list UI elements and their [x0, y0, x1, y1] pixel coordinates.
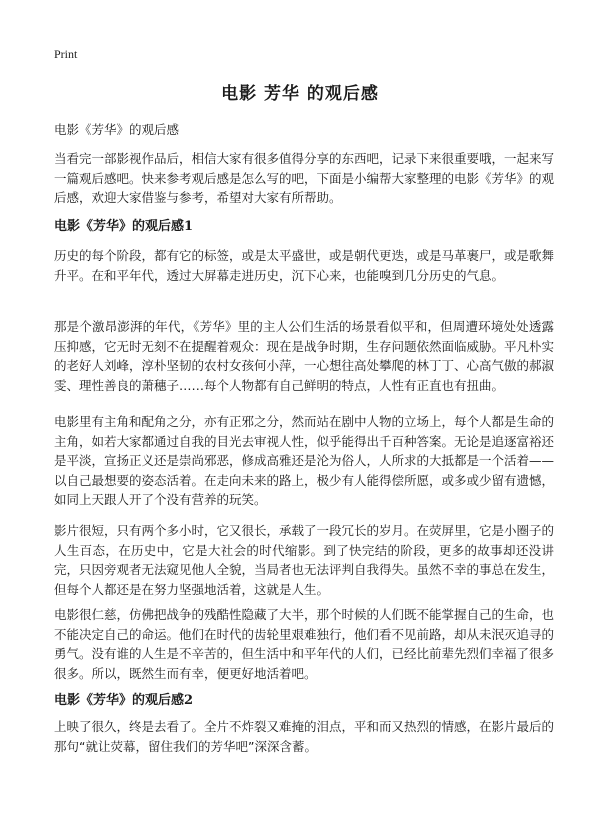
intro-paragraph: 当看完一部影视作品后，相信大家有很多值得分享的东西吧，记录下来很重要哦，一起来写一篇观后感吧。快来参考观后感是怎么写的吧，下面是小编帮大家整理的电影《芳华》的观后感，欢迎大家借鉴与参考，希望对大家有所帮助。 — [54, 151, 555, 205]
print-label[interactable]: Print — [54, 47, 78, 61]
subtitle: 电影《芳华》的观后感 — [54, 122, 180, 137]
section-1-paragraph-1: 历史的每个阶段，都有它的标签，或是太平盛世，或是朝代更迭，或是马革裹尸，或是歌舞升平。在和平年代，透过大屏幕走进历史，沉下心来，也能嗅到几分历史的气息。 — [54, 248, 555, 283]
section-1-paragraph-4: 影片很短，只有两个多小时，它又很长，承载了一段冗长的岁月。在荧屏里，它是小圈子的人生百态，在历史中，它是大社会的时代缩影。到了快完结的阶段，更多的故事却还没讲完，只因旁观者无法窥见他人全貌，当局者也无法评判自我得失。虽然不幸的事总在发生，但每个人都还是在努力坚强地活着，这就是人生。 — [54, 523, 555, 597]
section-1-paragraph-2: 那是个激昂澎湃的年代，《芳华》里的主人公们生活的场景看似平和，但周遭环境处处透露压抑感，它无时无刻不在提醒着观众：现在是战争时期，生存问题依然面临威胁。平凡朴实的老好人刘峰，淳朴坚韧的农村女孩何小萍，一心想往高处攀爬的林丁丁、心高气傲的郝淑雯、理性善良的萧穗子……每个人物都有自己鲜明的特点，人性有正直也有扭曲。 — [54, 319, 555, 393]
page-title: 电影 芳华 的观后感 — [221, 84, 379, 104]
section-1-paragraph-5: 电影很仁慈，仿佛把战争的残酷性隐藏了大半，那个时候的人们既不能掌握自己的生命，也不能决定自己的命运。他们在时代的齿轮里艰难独行，他们看不见前路，却从未泯灭追寻的勇气。没有谁的人生是不辛苦的，但生活中和平年代的人们，已经比前辈先烈们幸福了很多很多。所以，既然生而有幸，便更好地活着吧。 — [54, 607, 555, 681]
section-2-heading: 电影《芳华》的观后感2 — [54, 693, 194, 708]
section-2-paragraph-1: 上映了很久，终是去看了。全片不炸裂又难掩的泪点，平和而又热烈的情感，在影片最后的那句“就让荧幕，留住我们的芳华吧”深深含蓄。 — [54, 719, 555, 754]
section-1-paragraph-3: 电影里有主角和配角之分，亦有正邪之分，然而站在剧中人物的立场上，每个人都是生命的主角，如若大家都通过自我的目光去审视人性，似乎能得出千百种答案。无论是追逐富裕还是平淡，宣扬正义还是崇尚邪恶，修成高雅还是沦为俗人，人所求的大抵都是一个活着——以自己最想要的姿态活着。在走向未来的路上，极少有人能得偿所愿，或多或少留有遗憾，如同上天跟人开了个没有营养的玩笑。 — [54, 414, 555, 507]
section-1-heading: 电影《芳华》的观后感1 — [54, 219, 194, 234]
